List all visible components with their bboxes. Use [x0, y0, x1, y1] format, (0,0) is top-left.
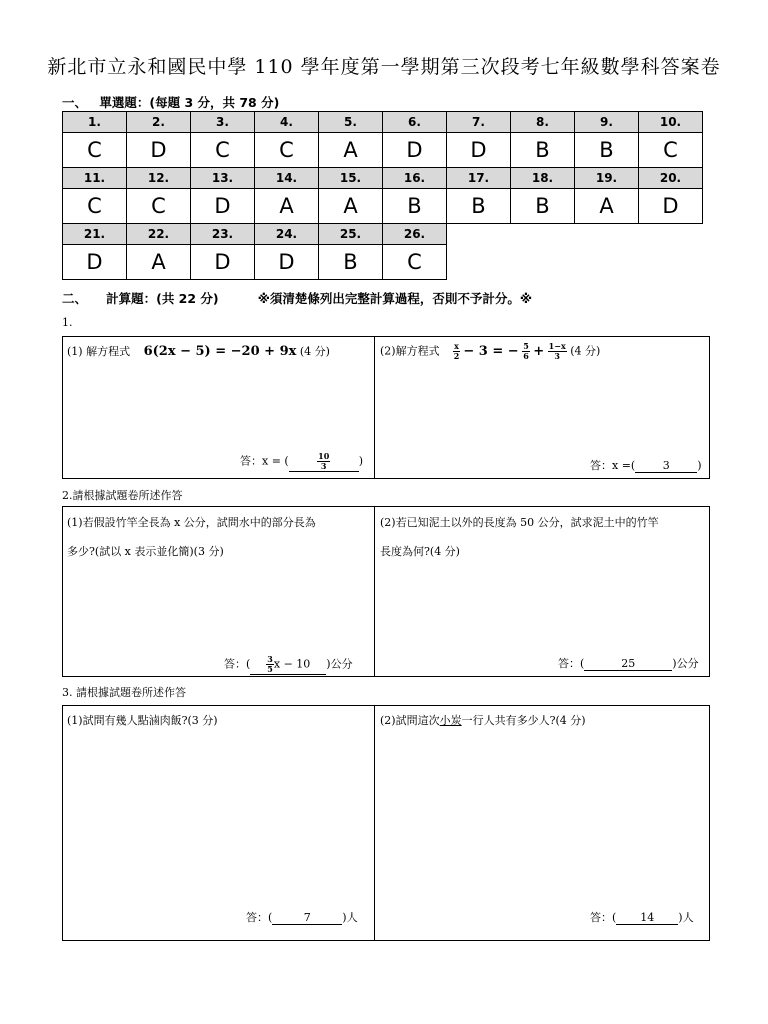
mc-answer: D [127, 133, 191, 168]
mc-number: 15. [319, 168, 383, 189]
mc-answer: B [511, 133, 575, 168]
mc-number: 3. [191, 112, 255, 133]
mc-number: 23. [191, 224, 255, 245]
mc-empty-cell [575, 245, 639, 280]
fraction-denominator: 2 [453, 351, 460, 361]
q2a-line2: 多少?(試以 x 表示並化簡)(3 分) [67, 545, 224, 558]
q1a-answer-prefix: 答：x = ( [240, 454, 289, 468]
mc-answer: C [639, 133, 703, 168]
mc-number: 2. [127, 112, 191, 133]
mc-number: 4. [255, 112, 319, 133]
q3b-answer-prefix: 答：( [590, 911, 617, 924]
mc-answer: A [255, 189, 319, 224]
q3b-answer-suffix: )人 [678, 911, 694, 924]
mc-number: 5. [319, 112, 383, 133]
mc-empty-cell [447, 245, 511, 280]
mc-answer: C [191, 133, 255, 168]
mc-number-row [63, 168, 703, 189]
fraction-numerator: x [454, 341, 459, 351]
mc-empty-cell [511, 224, 575, 245]
q3b-answer-value: 14 [616, 911, 678, 925]
mc-empty-cell [447, 224, 511, 245]
mc-empty-cell [639, 245, 703, 280]
mc-answer: A [319, 189, 383, 224]
mc-answer: C [255, 133, 319, 168]
mc-answer: A [319, 133, 383, 168]
mc-number: 13. [191, 168, 255, 189]
section2-label: 二、 [62, 291, 88, 306]
mc-empty-cell [511, 245, 575, 280]
mc-number: 19. [575, 168, 639, 189]
q1b-points: (4 分) [570, 344, 601, 358]
mc-answer: A [127, 245, 191, 280]
q3a-answer-prefix: 答：( [246, 911, 273, 924]
q3a-question: (1)試問有幾人點滷肉飯?(3 分) [67, 714, 218, 727]
mc-answer: D [191, 189, 255, 224]
q1a-answer-fraction [317, 452, 330, 471]
fraction-numerator: 10 [318, 451, 330, 461]
mc-number: 7. [447, 112, 511, 133]
page-title: 新北市立永和國民中學 110 學年度第一學期第三次段考七年級數學科答案卷 [47, 56, 721, 78]
mc-answer: C [63, 133, 127, 168]
mc-number: 24. [255, 224, 319, 245]
section1-header [62, 93, 279, 111]
mc-answer: D [255, 245, 319, 280]
q1b-answer-suffix: ) [697, 459, 702, 472]
q2b-answer-suffix: )公分 [672, 657, 699, 670]
fraction-denominator: 5 [267, 664, 273, 674]
q2b-answer [558, 655, 699, 671]
mc-answer-row [63, 189, 703, 224]
mc-answer: D [639, 189, 703, 224]
q1a-question [67, 343, 330, 359]
mc-number: 17. [447, 168, 511, 189]
mc-number: 14. [255, 168, 319, 189]
mc-empty-cell [575, 224, 639, 245]
fraction-denominator: 6 [523, 351, 529, 361]
mc-answer: C [383, 245, 447, 280]
q2a-answer-rest: x − 10 [273, 657, 311, 671]
q3b-question [380, 712, 586, 728]
q2a-box [62, 506, 375, 677]
q3b-box [374, 705, 710, 941]
mc-number: 9. [575, 112, 639, 133]
q1b-answer-value: 3 [635, 459, 697, 473]
mc-answer: D [63, 245, 127, 280]
mc-number: 21. [63, 224, 127, 245]
q3b-answer [590, 909, 694, 925]
mc-number: 10. [639, 112, 703, 133]
q2b-answer-prefix: 答：( [558, 657, 585, 670]
q3a-answer-value: 7 [272, 911, 342, 925]
section2-heading: 計算題：(共 22 分) [106, 291, 219, 306]
q2b-line2: 長度為何?(4 分) [380, 545, 460, 558]
q2b-line1: (2)若已知泥土以外的長度為 50 公分，試求泥土中的竹竿 [380, 516, 659, 529]
fraction-numerator: 1−x [548, 341, 566, 351]
q2a-answer-fraction [266, 655, 274, 674]
mc-answer-row [63, 133, 703, 168]
eq-fraction [522, 342, 530, 361]
mc-number-row [63, 112, 703, 133]
q1a-answer-suffix: ) [358, 454, 364, 468]
mc-number: 12. [127, 168, 191, 189]
q3b-text-before: (2)試問這次 [380, 714, 440, 727]
mc-answer: C [63, 189, 127, 224]
fraction-numerator: 5 [523, 341, 529, 351]
mc-number: 8. [511, 112, 575, 133]
mc-answer-row [63, 245, 703, 280]
mc-number: 26. [383, 224, 447, 245]
q2a-line1: (1)若假設竹竿全長為 x 公分，試問水中的部分長為 [67, 516, 316, 529]
mc-answer: B [511, 189, 575, 224]
q3-label: 3. 請根據試題卷所述作答 [62, 686, 186, 699]
mc-answer: B [319, 245, 383, 280]
q3a-answer-suffix: )人 [342, 911, 358, 924]
section1-heading: 單選題：(每題 3 分，共 78 分) [99, 95, 280, 110]
q1-label: 1. [62, 316, 73, 329]
q3a-box [62, 705, 375, 941]
q1b-equation [453, 341, 570, 361]
q1b-question [380, 342, 600, 361]
mc-empty-cell [639, 224, 703, 245]
section1-label: 一、 [62, 95, 88, 110]
mc-answer: D [191, 245, 255, 280]
mc-number: 25. [319, 224, 383, 245]
q1a-points: (4 分) [299, 345, 330, 358]
q3b-text-after: 一行人共有多少人?(4 分) [461, 714, 586, 727]
q1a-answer-blank [289, 452, 359, 472]
mc-number: 1. [63, 112, 127, 133]
fraction-denominator: 3 [320, 461, 327, 471]
mc-number: 16. [383, 168, 447, 189]
mc-answer: B [575, 133, 639, 168]
mc-answer: D [383, 133, 447, 168]
mc-number: 20. [639, 168, 703, 189]
fraction-numerator: 3 [267, 654, 273, 664]
q2-label: 2.請根據試題卷所述作答 [62, 489, 183, 502]
q1a-equation: 6(2x − 5) = −20 + 9x [143, 344, 297, 359]
eq-fraction [548, 342, 567, 361]
mc-number-row [63, 224, 703, 245]
q2a-answer-blank [250, 655, 326, 675]
q2b-answer-value: 25 [584, 657, 672, 671]
mc-number: 18. [511, 168, 575, 189]
q2a-answer [224, 655, 353, 675]
mc-answer: A [575, 189, 639, 224]
fraction-denominator: 3 [554, 351, 560, 361]
mc-number: 11. [63, 168, 127, 189]
q2a-answer-suffix: )公分 [326, 657, 353, 671]
section2-header [62, 288, 722, 307]
eq-plus: + [533, 343, 545, 359]
mc-answer: B [447, 189, 511, 224]
eq-middle: − 3 = − [463, 343, 519, 359]
q2a-answer-prefix: 答：( [224, 657, 251, 671]
mc-answer: C [127, 189, 191, 224]
mc-number: 22. [127, 224, 191, 245]
eq-fraction [453, 342, 460, 361]
q2b-box [374, 506, 710, 677]
mc-number: 6. [383, 112, 447, 133]
q3a-answer [246, 909, 358, 925]
q1a-prefix: (1) 解方程式 [67, 345, 131, 358]
mc-answer: D [447, 133, 511, 168]
q1b-answer-prefix: 答：x =( [590, 459, 636, 472]
multiple-choice-table [62, 111, 703, 280]
q1a-answer [240, 452, 363, 472]
q1b-prefix: (2)解方程式 [380, 344, 440, 358]
mc-answer: B [383, 189, 447, 224]
section2-note: ※須清楚條列出完整計算過程，否則不予計分。※ [257, 291, 533, 306]
q1b-answer [590, 457, 702, 473]
q3b-text-underlined: 小炭 [439, 714, 462, 727]
